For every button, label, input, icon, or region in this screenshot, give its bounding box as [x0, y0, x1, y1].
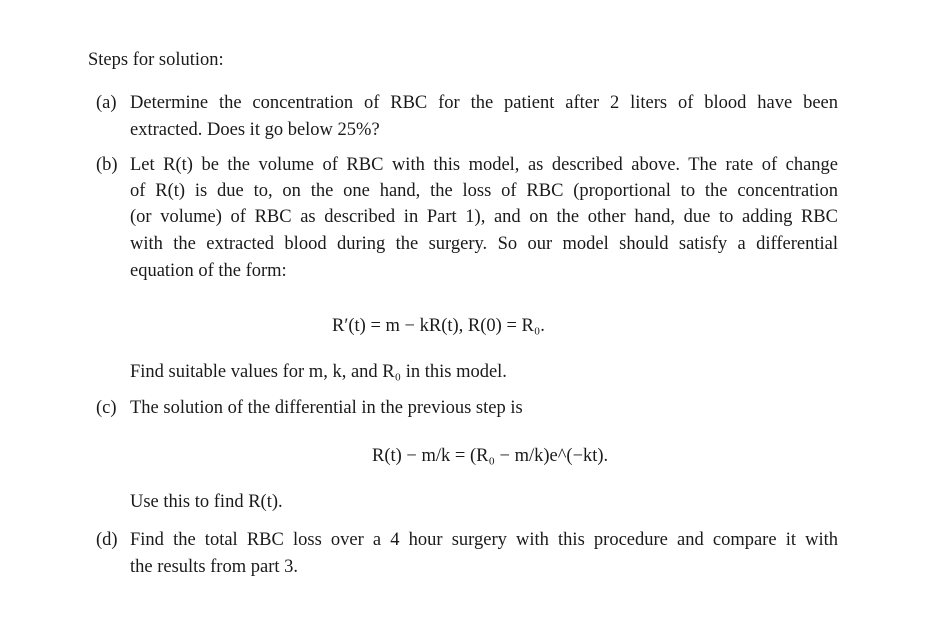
item-b-line-5: equation of the form: — [130, 261, 287, 281]
item-c-label: (c) — [96, 398, 117, 418]
item-b-label: (b) — [96, 155, 118, 175]
item-d-line-2: the results from part 3. — [130, 557, 298, 577]
item-b-after: Find suitable values for m, k, and R₀ in this model. — [130, 362, 507, 382]
equation-c: R(t) − m/k = (R₀ − m/k)e^(−kt). — [372, 446, 609, 466]
item-b-line-3: (or volume) of RBC as described in Part 1), and on the other hand, due to adding RBC — [130, 207, 838, 227]
item-d-label: (d) — [96, 530, 118, 550]
item-c-line-1: The solution of the differential in the previous step is — [130, 398, 523, 418]
equation-b: R′(t) = m − kR(t), R(0) = R₀. — [332, 316, 545, 336]
item-d-line-1: Find the total RBC loss over a 4 hour surgery with this procedure and compare it with — [130, 530, 838, 550]
item-b-line-4: with the extracted blood during the surgery. So our model should satisfy a differential — [130, 234, 838, 254]
item-b-line-1: Let R(t) be the volume of RBC with this model, as described above. The rate of change — [130, 155, 838, 175]
heading: Steps for solution: — [88, 50, 224, 70]
item-c-after: Use this to find R(t). — [130, 492, 283, 512]
item-a-label: (a) — [96, 93, 117, 113]
item-a-line-2: extracted. Does it go below 25%? — [130, 120, 380, 140]
item-b-line-2: of R(t) is due to, on the one hand, the loss of RBC (proportional to the concentration — [130, 181, 838, 201]
item-a-line-1: Determine the concentration of RBC for the patient after 2 liters of blood have been — [130, 93, 838, 113]
